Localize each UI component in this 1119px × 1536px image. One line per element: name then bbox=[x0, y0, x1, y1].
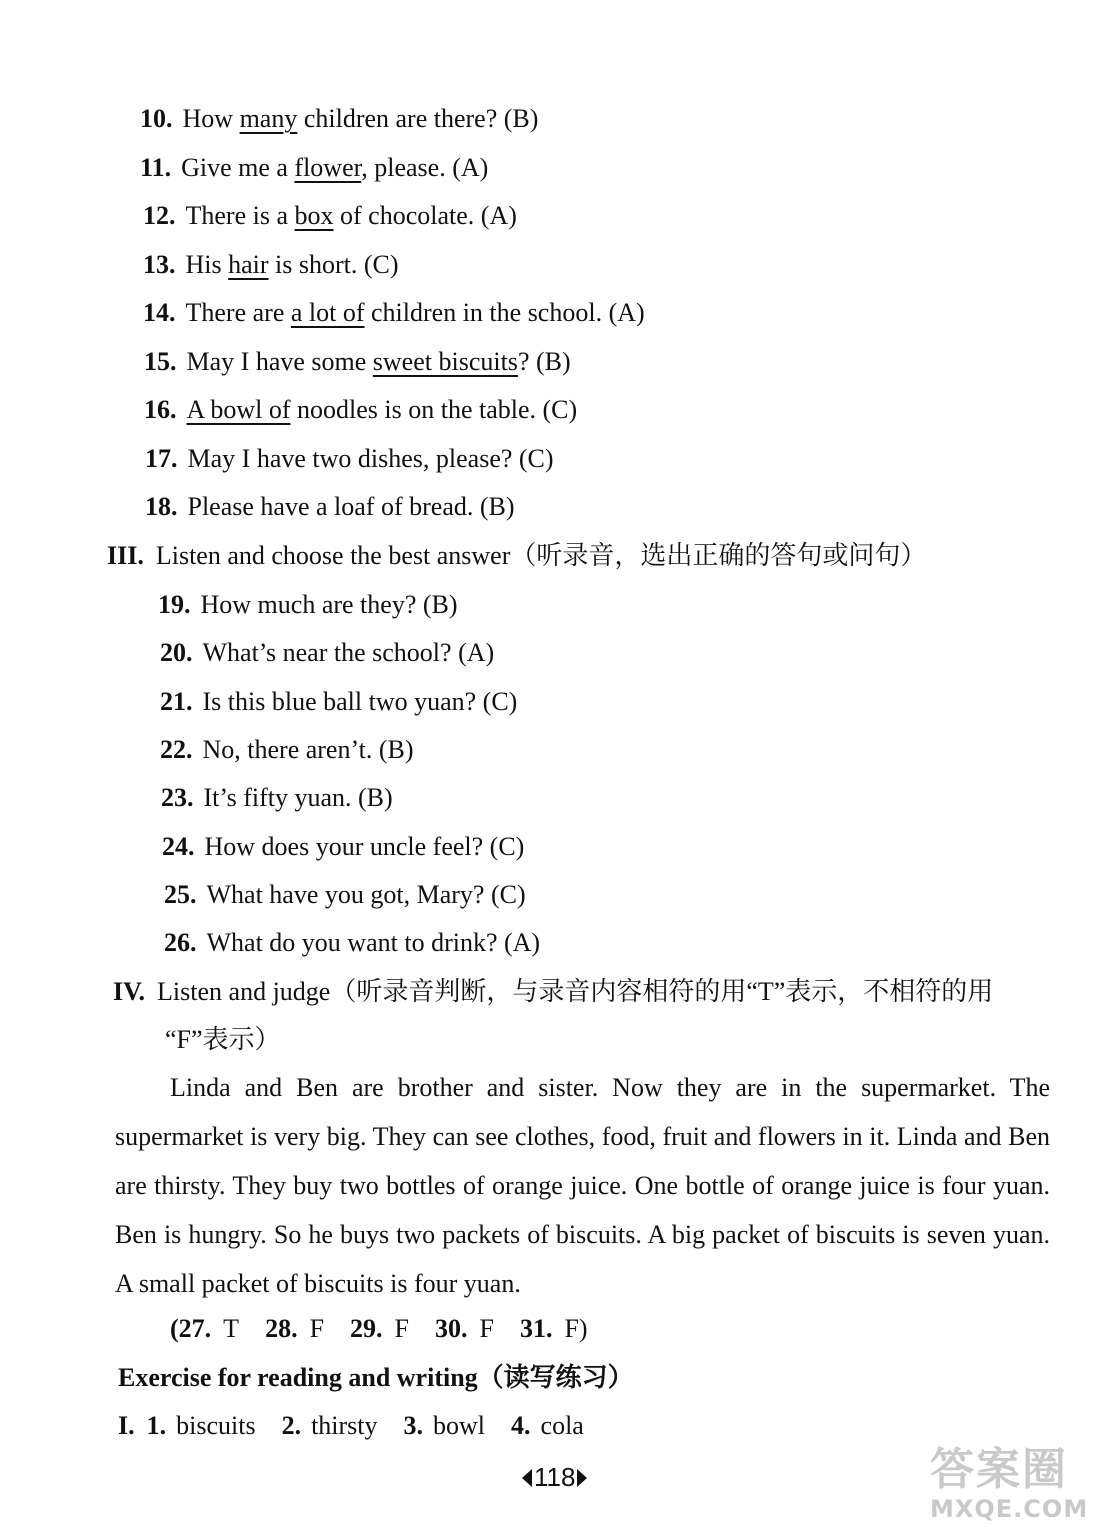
answer-number: 30. bbox=[435, 1314, 468, 1343]
answer-value: cola bbox=[540, 1411, 584, 1440]
rw-answer bbox=[404, 1411, 486, 1440]
item-text-end: is short. (C) bbox=[268, 250, 399, 279]
item-text: No, there aren’t. (B) bbox=[202, 735, 414, 764]
answer-value: F) bbox=[564, 1314, 588, 1343]
item-text: Is this blue ball two yuan? (C) bbox=[202, 687, 518, 716]
item-number: 24. bbox=[162, 832, 195, 861]
item-text-end: , please. (A) bbox=[361, 153, 489, 182]
item-number: 22. bbox=[160, 735, 193, 764]
exercise-item bbox=[158, 589, 458, 621]
judge-answer bbox=[170, 1314, 239, 1343]
item-text: Give me a bbox=[181, 153, 295, 182]
item-text-end: children in the school. (A) bbox=[364, 298, 645, 327]
item-number: 12. bbox=[143, 201, 176, 230]
item-text-end: of chocolate. (A) bbox=[333, 201, 517, 230]
section-3-title: Listen and choose the best answer（听录音，选出正确的答句或问句） bbox=[155, 541, 927, 570]
item-text: How bbox=[182, 104, 240, 133]
reading-writing-title: Exercise for reading and writing（读写练习） bbox=[118, 1363, 634, 1392]
item-number: 20. bbox=[160, 638, 193, 667]
answer-number: 29. bbox=[350, 1314, 383, 1343]
judge-answer bbox=[520, 1314, 588, 1343]
item-number: 21. bbox=[160, 687, 193, 716]
rw-section-number: I. bbox=[118, 1411, 135, 1440]
exercise-item bbox=[143, 249, 399, 281]
exercise-item bbox=[145, 443, 554, 475]
underlined-phrase: box bbox=[294, 201, 334, 230]
underlined-phrase: A bowl of bbox=[186, 395, 291, 424]
item-number: 18. bbox=[145, 492, 178, 521]
item-text: May I have some bbox=[186, 347, 373, 376]
exercise-item bbox=[144, 346, 571, 378]
item-number: 13. bbox=[143, 250, 176, 279]
answer-number: 1. bbox=[146, 1411, 167, 1440]
answer-number: (27. bbox=[170, 1314, 212, 1343]
rw-answer bbox=[147, 1411, 256, 1440]
item-text: There is a bbox=[185, 201, 295, 230]
exercise-item bbox=[140, 103, 538, 135]
item-text-end: ? (B) bbox=[517, 347, 571, 376]
answer-number: 4. bbox=[511, 1411, 531, 1440]
rw-answer bbox=[282, 1411, 378, 1440]
underlined-phrase: a lot of bbox=[290, 298, 365, 327]
underlined-phrase: sweet biscuits bbox=[372, 347, 518, 376]
item-text: How does your uncle feel? (C) bbox=[204, 832, 525, 861]
underlined-phrase: many bbox=[239, 104, 298, 133]
exercise-item bbox=[164, 879, 526, 911]
item-number: 10. bbox=[140, 104, 173, 133]
section-4-title-line1: Listen and judge（听录音判断，与录音内容相符的用“T”表示，不相符的用 bbox=[157, 977, 994, 1006]
answer-value: thirsty bbox=[311, 1411, 378, 1440]
watermark-english: MXQE.COM bbox=[930, 1495, 1089, 1523]
exercise-item bbox=[160, 734, 414, 766]
section-3-heading bbox=[107, 540, 926, 572]
exercise-item bbox=[161, 782, 393, 814]
answer-number: 28. bbox=[265, 1314, 298, 1343]
answer-number: 31. bbox=[519, 1314, 553, 1343]
rw-answer-list bbox=[147, 1411, 610, 1440]
underlined-phrase: flower bbox=[294, 153, 362, 182]
passage-text: Linda and Ben are brother and sister. Now they are in the supermarket. The supermarket is very big. They can see clothes, food, fruit and flowers in it. Linda and Ben are thirsty. They buy two bottles of orange juice. One bottle of orange juice is four yuan. Ben is hungry. So he buys two packets of biscuits. A big packet of biscuits is seven yuan. A small packet of biscuits is four yuan. bbox=[115, 1073, 1050, 1298]
exercise-item bbox=[164, 927, 540, 959]
page-number bbox=[522, 1462, 587, 1493]
answer-value: bowl bbox=[433, 1411, 486, 1440]
section-4-answers bbox=[170, 1313, 610, 1345]
right-triangle-icon bbox=[577, 1469, 587, 1487]
judge-answer bbox=[265, 1314, 324, 1343]
exercise-item bbox=[160, 637, 494, 669]
item-text: How much are they? (B) bbox=[200, 590, 458, 619]
exercise-item bbox=[145, 491, 515, 523]
item-text: His bbox=[185, 250, 229, 279]
exercise-item bbox=[140, 152, 488, 184]
section-4-title-line2: “F”表示） bbox=[165, 1025, 281, 1054]
item-number: 19. bbox=[158, 590, 191, 619]
item-text: May I have two dishes, please? (C) bbox=[187, 444, 554, 473]
item-number: 16. bbox=[144, 395, 177, 424]
exercise-item bbox=[160, 686, 517, 718]
listening-passage bbox=[115, 1063, 1050, 1308]
item-number: 14. bbox=[143, 298, 176, 327]
item-number: 25. bbox=[164, 880, 197, 909]
item-text: What do you want to drink? (A) bbox=[206, 928, 541, 957]
item-number: 15. bbox=[144, 347, 177, 376]
judge-answer bbox=[350, 1314, 409, 1343]
underlined-phrase: hair bbox=[228, 250, 269, 279]
section-3-number: III. bbox=[107, 541, 144, 570]
item-text: What’s near the school? (A) bbox=[202, 638, 495, 667]
exercise-item bbox=[143, 297, 645, 329]
answer-number: 3. bbox=[403, 1411, 424, 1440]
exercise-item bbox=[162, 831, 524, 863]
item-number: 26. bbox=[164, 928, 197, 957]
exercise-item bbox=[143, 200, 517, 232]
answer-value: F bbox=[394, 1314, 409, 1343]
answer-number: 2. bbox=[281, 1411, 302, 1440]
judge-answer bbox=[435, 1314, 494, 1343]
item-text: What have you got, Mary? (C) bbox=[206, 880, 526, 909]
item-text-end: noodles is on the table. (C) bbox=[290, 395, 578, 424]
exercise-item bbox=[144, 394, 577, 426]
item-text-end: children are there? (B) bbox=[297, 104, 539, 133]
item-text: It’s fifty yuan. (B) bbox=[203, 783, 393, 812]
item-number: 11. bbox=[140, 153, 172, 182]
answer-value: biscuits bbox=[176, 1411, 256, 1440]
section-4-number: IV. bbox=[113, 977, 146, 1006]
item-number: 23. bbox=[161, 783, 194, 812]
watermark-chinese: 答案圈 bbox=[930, 1444, 1068, 1495]
page-number-text: 118 bbox=[534, 1462, 576, 1492]
reading-writing-answers bbox=[118, 1410, 610, 1442]
item-text: There are bbox=[185, 298, 291, 327]
answer-value: F bbox=[479, 1314, 494, 1343]
watermark-logo bbox=[930, 1445, 1115, 1535]
answer-value: F bbox=[309, 1314, 325, 1343]
answer-value: T bbox=[223, 1314, 240, 1343]
rw-answer bbox=[511, 1411, 584, 1440]
left-triangle-icon bbox=[522, 1469, 532, 1487]
item-number: 17. bbox=[145, 444, 178, 473]
section-4-heading bbox=[113, 976, 993, 1008]
item-text: Please have a loaf of bread. (B) bbox=[187, 492, 515, 521]
